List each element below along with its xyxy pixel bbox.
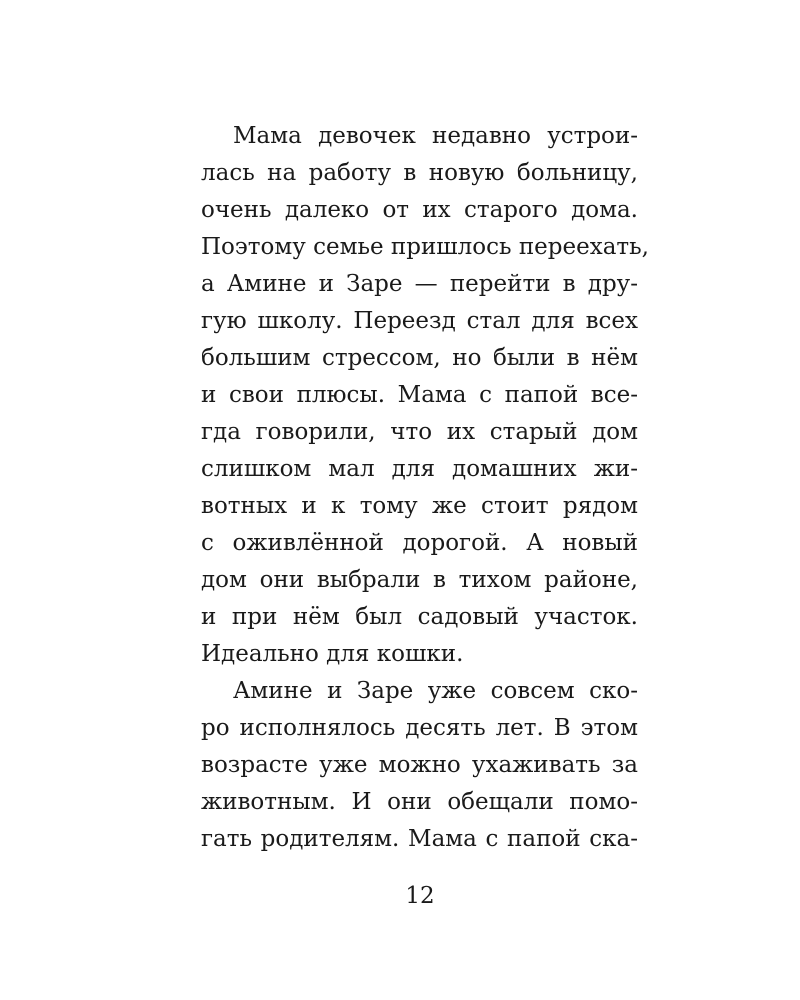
text-line: гать родителям. Мама с папой ска- [201, 826, 638, 852]
text-line: большим стрессом, но были в нём [201, 345, 638, 371]
text-line: слишком мал для домашних жи- [201, 456, 638, 482]
text-line: Идеально для кошки. [201, 641, 464, 667]
text-line: Мама девочек недавно устрои- [233, 123, 638, 149]
page-number: 12 [405, 883, 435, 909]
body-text [201, 118, 649, 858]
text-line: ро исполнялось десять лет. В этом [201, 715, 638, 741]
text-line: лась на работу в новую больницу, [201, 160, 638, 186]
text-line: и свои плюсы. Мама с папой все- [201, 382, 638, 408]
text-line: гда говорили, что их старый дом [201, 419, 638, 445]
text-line: а Амине и Заре — перейти в дру- [201, 271, 638, 297]
text-line: гую школу. Переезд стал для всех [201, 308, 638, 334]
text-line: с оживлённой дорогой. А новый [201, 530, 638, 556]
text-line: дом они выбрали в тихом районе, [201, 567, 638, 593]
text-line: Поэтому семье пришлось переехать, [201, 234, 649, 260]
text-line: и при нём был садовый участок. [201, 604, 638, 630]
text-line: очень далеко от их старого дома. [201, 197, 638, 223]
text-line: животным. И они обещали помо- [201, 789, 638, 815]
text-line: вотных и к тому же стоит рядом [201, 493, 638, 519]
text-line: возрасте уже можно ухаживать за [201, 752, 638, 778]
text-line: Амине и Заре уже совсем ско- [233, 678, 638, 704]
